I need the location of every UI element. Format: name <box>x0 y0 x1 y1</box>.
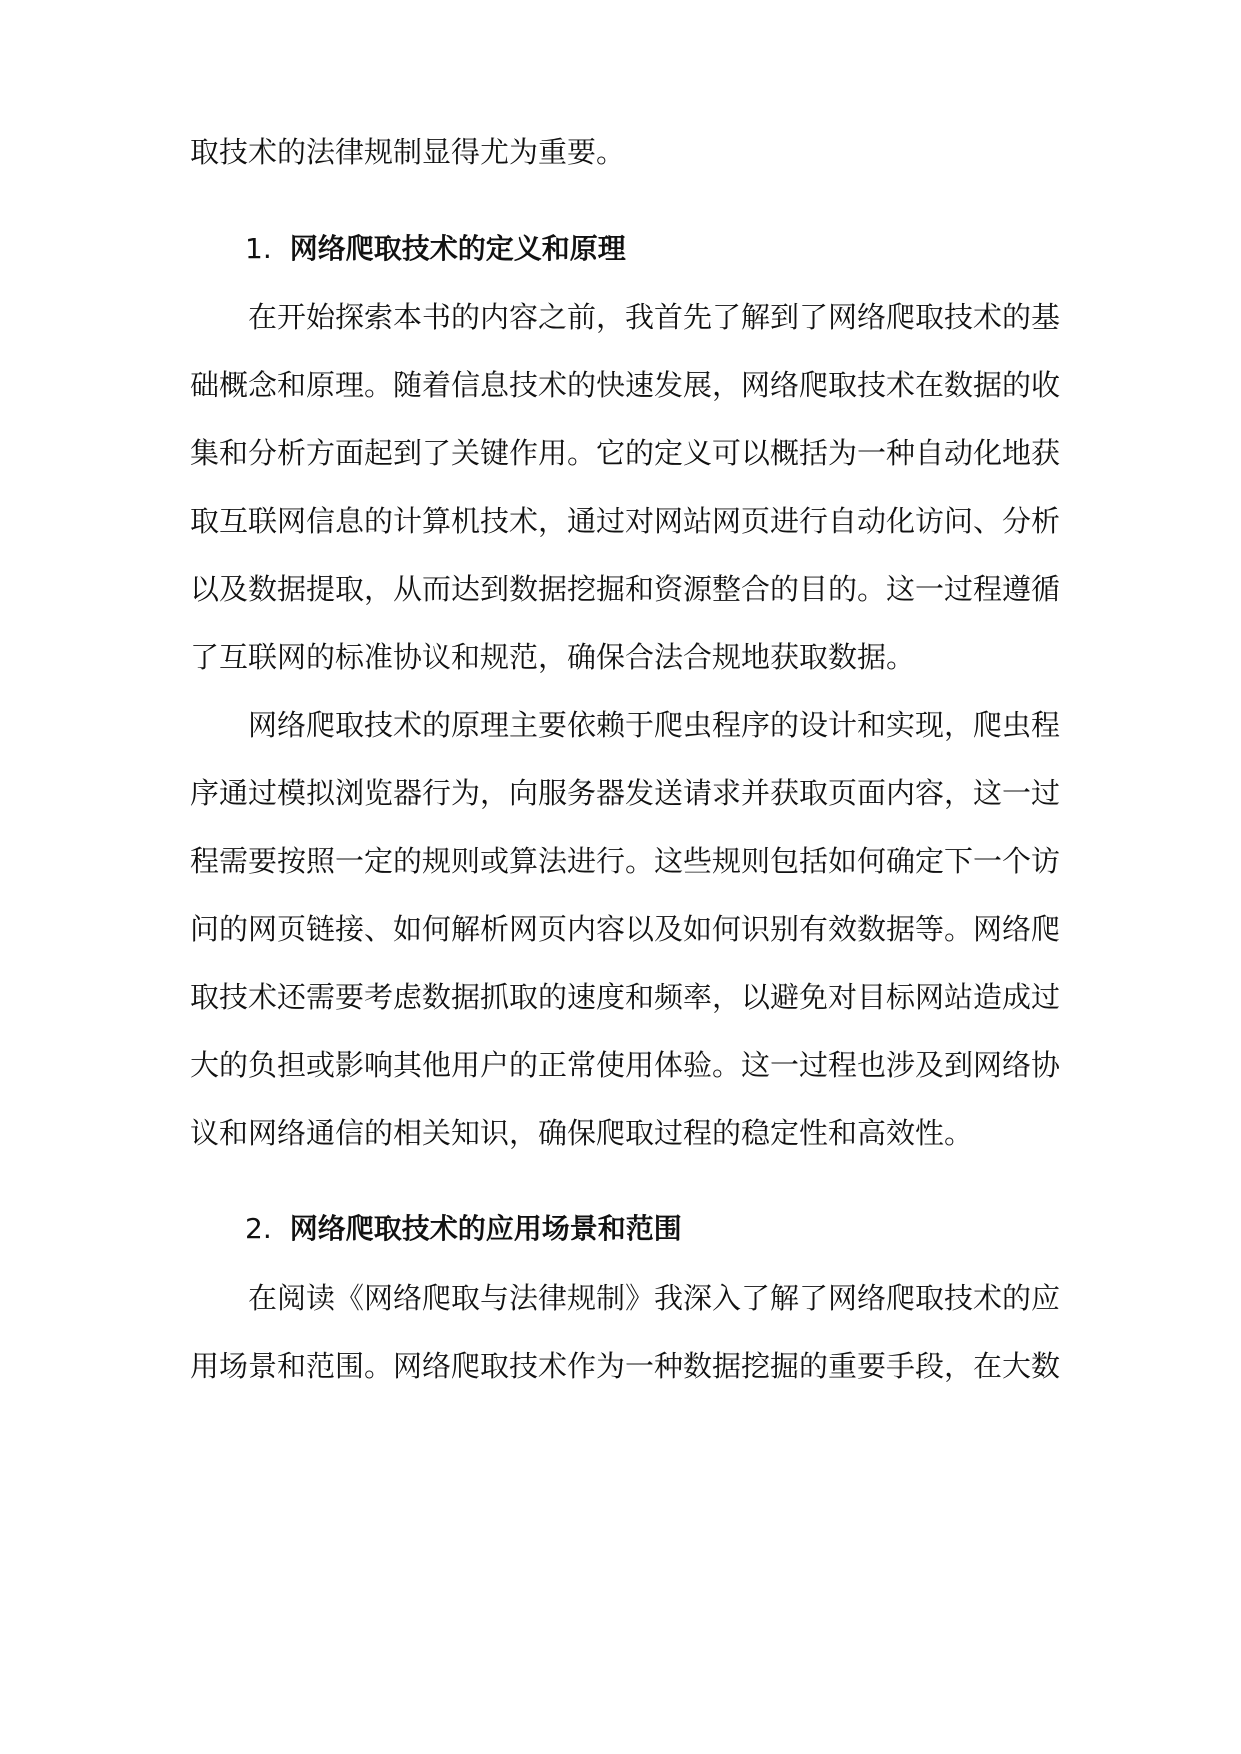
s1-p2-line-2: 序通过模拟浏览器行为，向服务器发送请求并获取页面内容，这一过 <box>190 776 1061 810</box>
s1-p1-line-2: 础概念和原理。随着信息技术的快速发展，网络爬取技术在数据的收 <box>190 368 1061 402</box>
s1-p1-line-4: 取互联网信息的计算机技术，通过对网站网页进行自动化访问、分析 <box>190 504 1061 538</box>
section-2-number: 2. <box>245 1212 272 1245</box>
s1-p2-line-7: 议和网络通信的相关知识，确保爬取过程的稳定性和高效性。 <box>190 1116 974 1150</box>
section-1-title: 网络爬取技术的定义和原理 <box>289 232 626 265</box>
intro-tail-line: 取技术的法律规制显得尤为重要。 <box>190 135 626 169</box>
s1-p2-line-1: 网络爬取技术的原理主要依赖于爬虫程序的设计和实现，爬虫程 <box>248 708 1061 742</box>
s1-p1-line-5: 以及数据提取，从而达到数据挖掘和资源整合的目的。这一过程遵循 <box>190 572 1061 606</box>
section-1-number: 1. <box>245 232 272 265</box>
s1-p1-line-3: 集和分析方面起到了关键作用。它的定义可以概括为一种自动化地获 <box>190 436 1061 470</box>
s1-p2-line-4: 问的网页链接、如何解析网页内容以及如何识别有效数据等。网络爬 <box>190 912 1061 946</box>
s2-p1-line-1: 在阅读《网络爬取与法律规制》我深入了解了网络爬取技术的应 <box>248 1281 1061 1315</box>
s1-p2-line-3: 程需要按照一定的规则或算法进行。这些规则包括如何确定下一个访 <box>190 844 1061 878</box>
s1-p2-line-6: 大的负担或影响其他用户的正常使用体验。这一过程也涉及到网络协 <box>190 1048 1061 1082</box>
s1-p2-line-5: 取技术还需要考虑数据抓取的速度和频率，以避免对目标网站造成过 <box>190 980 1061 1014</box>
s1-p1-line-6: 了互联网的标准协议和规范，确保合法合规地获取数据。 <box>190 640 916 674</box>
section-1-heading <box>245 229 626 269</box>
section-2-title: 网络爬取技术的应用场景和范围 <box>289 1212 682 1245</box>
s2-p1-line-2: 用场景和范围。网络爬取技术作为一种数据挖掘的重要手段，在大数 <box>190 1349 1061 1383</box>
section-2-heading <box>245 1209 682 1249</box>
s1-p1-line-1: 在开始探索本书的内容之前，我首先了解到了网络爬取技术的基 <box>248 300 1061 334</box>
